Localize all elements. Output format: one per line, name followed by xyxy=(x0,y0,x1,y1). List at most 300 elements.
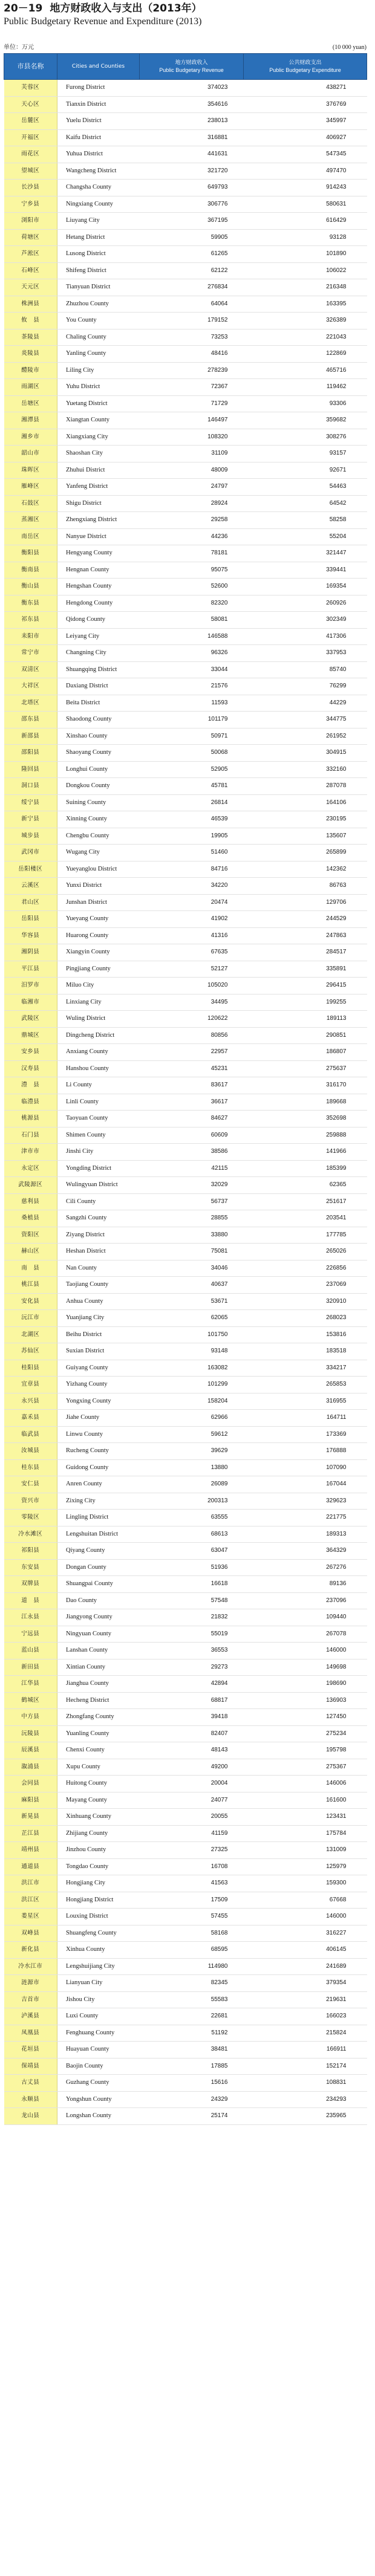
cell-revenue: 50971 xyxy=(140,728,244,745)
cell-expenditure: 89136 xyxy=(244,1576,367,1593)
cell-expenditure: 119462 xyxy=(244,379,367,396)
cell-revenue: 41902 xyxy=(140,911,244,928)
table-row xyxy=(4,1643,367,1659)
table-row xyxy=(4,1742,367,1759)
cell-name-cn: 冷水江市 xyxy=(4,1958,57,1975)
cell-name-en: Zhongfang County xyxy=(57,1709,140,1726)
cell-revenue: 55019 xyxy=(140,1626,244,1643)
cell-expenditure: 337953 xyxy=(244,645,367,662)
cell-revenue: 22957 xyxy=(140,1044,244,1061)
table-row xyxy=(4,811,367,828)
cell-expenditure: 251617 xyxy=(244,1193,367,1210)
cell-expenditure: 329623 xyxy=(244,1493,367,1510)
table-row xyxy=(4,163,367,180)
cell-name-en: Lengshuitan District xyxy=(57,1526,140,1543)
cell-name-en: Linxiang City xyxy=(57,994,140,1011)
cell-name-en: Heshan District xyxy=(57,1244,140,1260)
cell-revenue: 44236 xyxy=(140,528,244,545)
cell-revenue: 29258 xyxy=(140,512,244,529)
cell-revenue: 321720 xyxy=(140,163,244,180)
table-row xyxy=(4,562,367,579)
cell-revenue: 80856 xyxy=(140,1027,244,1044)
cell-name-cn: 桂阳县 xyxy=(4,1360,57,1377)
table-row xyxy=(4,96,367,113)
cell-name-cn: 道 县 xyxy=(4,1592,57,1609)
cell-name-cn: 茶陵县 xyxy=(4,329,57,346)
table-row xyxy=(4,761,367,778)
cell-name-cn: 湘阴县 xyxy=(4,944,57,961)
cell-name-en: Miluo City xyxy=(57,978,140,994)
cell-revenue: 21832 xyxy=(140,1609,244,1626)
cell-expenditure: 55204 xyxy=(244,528,367,545)
cell-name-en: Yuhua District xyxy=(57,146,140,163)
cell-expenditure: 166023 xyxy=(244,2008,367,2025)
cell-name-en: Beihu District xyxy=(57,1326,140,1343)
cell-expenditure: 173369 xyxy=(244,1426,367,1443)
table-row xyxy=(4,1676,367,1693)
cell-name-en: Cili County xyxy=(57,1193,140,1210)
table-row xyxy=(4,595,367,612)
table-title-cn xyxy=(4,1,371,16)
cell-name-en: Zhuzhou County xyxy=(57,296,140,313)
cell-name-en: Zhengxiang District xyxy=(57,512,140,529)
table-row xyxy=(4,2042,367,2059)
cell-name-cn: 临湘市 xyxy=(4,994,57,1011)
cell-name-en: Wangcheng District xyxy=(57,163,140,180)
cell-name-en: Taojiang County xyxy=(57,1277,140,1294)
cell-revenue: 15616 xyxy=(140,2075,244,2092)
cell-name-cn: 石鼓区 xyxy=(4,495,57,512)
cell-name-en: Yuelu District xyxy=(57,113,140,130)
table-row xyxy=(4,745,367,762)
cell-name-en: Shuangqing District xyxy=(57,661,140,678)
table-row xyxy=(4,329,367,346)
cell-expenditure: 364329 xyxy=(244,1543,367,1560)
cell-expenditure: 497470 xyxy=(244,163,367,180)
cell-name-en: Yongxing County xyxy=(57,1393,140,1410)
cell-name-en: Jiangyong County xyxy=(57,1609,140,1626)
cell-revenue: 51460 xyxy=(140,845,244,861)
cell-revenue: 39418 xyxy=(140,1709,244,1726)
cell-revenue: 101750 xyxy=(140,1326,244,1343)
cell-revenue: 17509 xyxy=(140,1892,244,1909)
cell-revenue: 59905 xyxy=(140,229,244,246)
table-row xyxy=(4,927,367,944)
table-row xyxy=(4,1410,367,1427)
table-row xyxy=(4,113,367,130)
cell-name-cn: 辰溪县 xyxy=(4,1742,57,1759)
cell-revenue: 93148 xyxy=(140,1343,244,1360)
table-row xyxy=(4,1459,367,1476)
cell-expenditure: 235965 xyxy=(244,2108,367,2125)
cell-expenditure: 167044 xyxy=(244,1476,367,1493)
table-row xyxy=(4,1875,367,1892)
table-row xyxy=(4,2025,367,2042)
table-row xyxy=(4,1543,367,1560)
cell-name-cn: 澧 县 xyxy=(4,1077,57,1094)
cell-expenditure: 261952 xyxy=(244,728,367,745)
cell-expenditure: 284517 xyxy=(244,944,367,961)
cell-expenditure: 215824 xyxy=(244,2025,367,2042)
table-row xyxy=(4,1310,367,1327)
cell-revenue: 33044 xyxy=(140,661,244,678)
cell-expenditure: 123431 xyxy=(244,1809,367,1826)
cell-name-cn: 耒阳市 xyxy=(4,628,57,645)
table-row xyxy=(4,1144,367,1161)
cell-name-cn: 桑植县 xyxy=(4,1210,57,1227)
cell-name-cn: 吉首市 xyxy=(4,1991,57,2008)
cell-expenditure: 198690 xyxy=(244,1676,367,1693)
cell-revenue: 36617 xyxy=(140,1094,244,1111)
cell-revenue: 101299 xyxy=(140,1377,244,1393)
table-row xyxy=(4,479,367,496)
cell-expenditure: 359682 xyxy=(244,412,367,429)
cell-revenue: 38586 xyxy=(140,1144,244,1161)
table-row xyxy=(4,1592,367,1609)
table-row xyxy=(4,1776,367,1792)
table-row xyxy=(4,1725,367,1742)
cell-name-cn: 浏阳市 xyxy=(4,213,57,230)
table-row xyxy=(4,1659,367,1676)
cell-name-en: Wugang City xyxy=(57,845,140,861)
cell-expenditure: 122869 xyxy=(244,346,367,363)
cell-name-en: Yizhang County xyxy=(57,1377,140,1393)
cell-expenditure: 334217 xyxy=(244,1360,367,1377)
cell-expenditure: 85740 xyxy=(244,661,367,678)
table-row xyxy=(4,1510,367,1526)
table-row xyxy=(4,828,367,845)
cell-name-cn: 洪江区 xyxy=(4,1892,57,1909)
cell-expenditure: 406927 xyxy=(244,129,367,146)
cell-name-en: Xupu County xyxy=(57,1759,140,1776)
cell-name-en: Anhua County xyxy=(57,1293,140,1310)
table-row xyxy=(4,2091,367,2108)
cell-name-en: Rucheng County xyxy=(57,1443,140,1460)
cell-revenue: 374023 xyxy=(140,80,244,97)
cell-expenditure: 247863 xyxy=(244,927,367,944)
table-row xyxy=(4,1692,367,1709)
table-row xyxy=(4,1493,367,1510)
cell-name-en: Nanyue District xyxy=(57,528,140,545)
cell-expenditure: 302349 xyxy=(244,612,367,629)
table-row xyxy=(4,1426,367,1443)
table-row xyxy=(4,495,367,512)
cell-revenue: 51192 xyxy=(140,2025,244,2042)
cell-revenue: 75081 xyxy=(140,1244,244,1260)
table-row xyxy=(4,1393,367,1410)
table-row xyxy=(4,1858,367,1875)
cell-name-en: Ningxiang County xyxy=(57,196,140,213)
cell-revenue: 28924 xyxy=(140,495,244,512)
table-row xyxy=(4,712,367,728)
table-row xyxy=(4,894,367,911)
cell-expenditure: 275637 xyxy=(244,1060,367,1077)
cell-revenue: 83617 xyxy=(140,1077,244,1094)
table-row xyxy=(4,1193,367,1210)
cell-revenue: 61265 xyxy=(140,246,244,263)
cell-name-en: Shifeng District xyxy=(57,262,140,279)
cell-revenue: 26814 xyxy=(140,794,244,811)
cell-name-en: Yunxi District xyxy=(57,878,140,895)
cell-name-cn: 桃源县 xyxy=(4,1111,57,1127)
table-row xyxy=(4,146,367,163)
table-row xyxy=(4,878,367,895)
cell-expenditure: 159300 xyxy=(244,1875,367,1892)
cell-name-cn: 保靖县 xyxy=(4,2058,57,2075)
cell-name-cn: 雁峰区 xyxy=(4,479,57,496)
cell-revenue: 63047 xyxy=(140,1543,244,1560)
cell-revenue: 62966 xyxy=(140,1410,244,1427)
cell-revenue: 68613 xyxy=(140,1526,244,1543)
cell-name-en: Hongjiang District xyxy=(57,1892,140,1909)
cell-revenue: 38481 xyxy=(140,2042,244,2059)
cell-revenue: 29273 xyxy=(140,1659,244,1676)
cell-revenue: 367195 xyxy=(140,213,244,230)
cell-name-cn: 安化县 xyxy=(4,1293,57,1310)
cell-name-en: Zixing City xyxy=(57,1493,140,1510)
table-row xyxy=(4,1244,367,1260)
table-row xyxy=(4,961,367,978)
cell-name-cn: 鹤城区 xyxy=(4,1692,57,1709)
cell-revenue: 42115 xyxy=(140,1160,244,1177)
cell-expenditure: 259888 xyxy=(244,1127,367,1144)
cell-name-en: Yueyanglou District xyxy=(57,861,140,878)
cell-name-cn: 苏仙区 xyxy=(4,1343,57,1360)
cell-revenue: 238013 xyxy=(140,113,244,130)
cell-expenditure: 230195 xyxy=(244,811,367,828)
cell-revenue: 20004 xyxy=(140,1776,244,1792)
cell-name-en: Yuetang District xyxy=(57,395,140,412)
cell-revenue: 72367 xyxy=(140,379,244,396)
cell-name-cn: 珠晖区 xyxy=(4,462,57,479)
cell-name-cn: 鼎城区 xyxy=(4,1027,57,1044)
table-row xyxy=(4,262,367,279)
cell-name-en: Hengdong County xyxy=(57,595,140,612)
cell-expenditure: 260926 xyxy=(244,595,367,612)
cell-name-cn: 邵阳县 xyxy=(4,745,57,762)
cell-name-cn: 古丈县 xyxy=(4,2075,57,2092)
cell-name-cn: 华容县 xyxy=(4,927,57,944)
cell-name-en: Chenxi County xyxy=(57,1742,140,1759)
table-row xyxy=(4,2058,367,2075)
cell-name-en: Dingcheng District xyxy=(57,1027,140,1044)
table-row xyxy=(4,296,367,313)
cell-expenditure: 321447 xyxy=(244,545,367,562)
cell-revenue: 34046 xyxy=(140,1260,244,1277)
cell-revenue: 158204 xyxy=(140,1393,244,1410)
cell-revenue: 67635 xyxy=(140,944,244,961)
header-revenue-en: Public Budgetary Revenue xyxy=(159,67,224,73)
cell-name-en: Tianxin District xyxy=(57,96,140,113)
cell-name-cn: 天元区 xyxy=(4,279,57,296)
table-row xyxy=(4,728,367,745)
title-cn-text: 地方财政收入与支出（2013年） xyxy=(50,2,202,15)
cell-revenue: 59612 xyxy=(140,1426,244,1443)
cell-expenditure: 185399 xyxy=(244,1160,367,1177)
cell-revenue: 276834 xyxy=(140,279,244,296)
cell-name-cn: 武冈市 xyxy=(4,845,57,861)
cell-revenue: 101179 xyxy=(140,712,244,728)
cell-name-en: Chaling County xyxy=(57,329,140,346)
cell-name-en: Dongkou County xyxy=(57,778,140,795)
cell-name-en: Yongding District xyxy=(57,1160,140,1177)
cell-name-en: Guiyang County xyxy=(57,1360,140,1377)
cell-expenditure: 267078 xyxy=(244,1626,367,1643)
cell-name-cn: 望城区 xyxy=(4,163,57,180)
cell-revenue: 48009 xyxy=(140,462,244,479)
header-revenue-cn: 地方财政收入 xyxy=(175,60,208,66)
cell-expenditure: 344775 xyxy=(244,712,367,728)
cell-expenditure: 177785 xyxy=(244,1227,367,1244)
cell-name-cn: 沅江市 xyxy=(4,1310,57,1327)
cell-name-cn: 溆浦县 xyxy=(4,1759,57,1776)
cell-expenditure: 189313 xyxy=(244,1526,367,1543)
cell-revenue: 146588 xyxy=(140,628,244,645)
cell-expenditure: 58258 xyxy=(244,512,367,529)
cell-expenditure: 93157 xyxy=(244,446,367,462)
cell-name-cn: 石峰区 xyxy=(4,262,57,279)
cell-name-cn: 醴陵市 xyxy=(4,362,57,379)
cell-name-en: Huayuan County xyxy=(57,2042,140,2059)
cell-expenditure: 131009 xyxy=(244,1842,367,1859)
cell-expenditure: 219631 xyxy=(244,1991,367,2008)
cell-name-en: Kaifu District xyxy=(57,129,140,146)
cell-name-cn: 大祥区 xyxy=(4,678,57,695)
cell-expenditure: 108831 xyxy=(244,2075,367,2092)
cell-expenditure: 135607 xyxy=(244,828,367,845)
cell-name-cn: 石门县 xyxy=(4,1127,57,1144)
cell-expenditure: 93306 xyxy=(244,395,367,412)
cell-name-en: Xiangxiang City xyxy=(57,429,140,446)
table-row xyxy=(4,1360,367,1377)
cell-expenditure: 406145 xyxy=(244,1942,367,1959)
table-row xyxy=(4,180,367,196)
cell-name-cn: 中方县 xyxy=(4,1709,57,1726)
cell-name-cn: 岳阳楼区 xyxy=(4,861,57,878)
cell-revenue: 48143 xyxy=(140,1742,244,1759)
cell-name-cn: 娄星区 xyxy=(4,1909,57,1926)
cell-expenditure: 376769 xyxy=(244,96,367,113)
cell-name-cn: 芷江县 xyxy=(4,1825,57,1842)
cell-name-en: Shaoshan City xyxy=(57,446,140,462)
table-row xyxy=(4,1975,367,1992)
cell-revenue: 27325 xyxy=(140,1842,244,1859)
cell-name-en: Yueyang County xyxy=(57,911,140,928)
cell-expenditure: 267276 xyxy=(244,1559,367,1576)
cell-name-cn: 城步县 xyxy=(4,828,57,845)
cell-name-en: Ziyang District xyxy=(57,1227,140,1244)
cell-expenditure: 93128 xyxy=(244,229,367,246)
table-row xyxy=(4,1326,367,1343)
cell-revenue: 13880 xyxy=(140,1459,244,1476)
cell-name-en: Shuangfeng County xyxy=(57,1925,140,1942)
cell-name-cn: 沅陵县 xyxy=(4,1725,57,1742)
cell-name-en: Xiangtan County xyxy=(57,412,140,429)
cell-name-cn: 麻阳县 xyxy=(4,1792,57,1809)
cell-name-cn: 荷塘区 xyxy=(4,229,57,246)
cell-name-cn: 开福区 xyxy=(4,129,57,146)
table-row xyxy=(4,545,367,562)
cell-name-en: Huarong County xyxy=(57,927,140,944)
table-row xyxy=(4,346,367,363)
cell-name-cn: 衡山县 xyxy=(4,579,57,595)
table-row xyxy=(4,1127,367,1144)
cell-name-en: Mayang County xyxy=(57,1792,140,1809)
cell-name-en: Jinshi City xyxy=(57,1144,140,1161)
table-row xyxy=(4,628,367,645)
cell-name-cn: 汝城县 xyxy=(4,1443,57,1460)
cell-name-en: Jinzhou County xyxy=(57,1842,140,1859)
cell-name-cn: 长沙县 xyxy=(4,180,57,196)
cell-name-en: Lianyuan City xyxy=(57,1975,140,1992)
cell-revenue: 39629 xyxy=(140,1443,244,1460)
cell-revenue: 354616 xyxy=(140,96,244,113)
cell-expenditure: 234293 xyxy=(244,2091,367,2108)
cell-name-cn: 常宁市 xyxy=(4,645,57,662)
cell-expenditure: 296415 xyxy=(244,978,367,994)
cell-revenue: 24077 xyxy=(140,1792,244,1809)
cell-expenditure: 352698 xyxy=(244,1111,367,1127)
cell-name-cn: 炎陵县 xyxy=(4,346,57,363)
cell-revenue: 649793 xyxy=(140,180,244,196)
table-row xyxy=(4,978,367,994)
cell-name-cn: 临澧县 xyxy=(4,1094,57,1111)
cell-expenditure: 164106 xyxy=(244,794,367,811)
table-row xyxy=(4,778,367,795)
table-row xyxy=(4,279,367,296)
cell-expenditure: 216348 xyxy=(244,279,367,296)
cell-expenditure: 547345 xyxy=(244,146,367,163)
cell-revenue: 52127 xyxy=(140,961,244,978)
cell-expenditure: 129706 xyxy=(244,894,367,911)
cell-name-en: Louxing District xyxy=(57,1909,140,1926)
cell-name-cn: 东安县 xyxy=(4,1559,57,1576)
cell-name-cn: 洪江市 xyxy=(4,1875,57,1892)
cell-name-en: Guidong County xyxy=(57,1459,140,1476)
cell-name-en: Xinhuang County xyxy=(57,1809,140,1826)
table-row xyxy=(4,1177,367,1194)
cell-revenue: 68817 xyxy=(140,1692,244,1709)
cell-revenue: 41563 xyxy=(140,1875,244,1892)
cell-name-en: Liuyang City xyxy=(57,213,140,230)
cell-name-cn: 新田县 xyxy=(4,1659,57,1676)
cell-name-en: Zhijiang County xyxy=(57,1825,140,1842)
cell-name-cn: 武陵源区 xyxy=(4,1177,57,1194)
cell-expenditure: 189113 xyxy=(244,1011,367,1028)
cell-name-en: Pingjiang County xyxy=(57,961,140,978)
cell-expenditure: 44229 xyxy=(244,695,367,712)
cell-name-en: Shimen County xyxy=(57,1127,140,1144)
cell-expenditure: 320910 xyxy=(244,1293,367,1310)
header-name-en: Cities and Counties xyxy=(57,54,140,80)
cell-expenditure: 142362 xyxy=(244,861,367,878)
table-row xyxy=(4,1709,367,1726)
cell-expenditure: 106022 xyxy=(244,262,367,279)
table-row xyxy=(4,462,367,479)
table-row xyxy=(4,1027,367,1044)
table-row xyxy=(4,1476,367,1493)
cell-name-cn: 岳麓区 xyxy=(4,113,57,130)
cell-expenditure: 275367 xyxy=(244,1759,367,1776)
header-name-cn: 市县名称 xyxy=(4,54,57,80)
cell-name-en: Leiyang City xyxy=(57,628,140,645)
cell-name-cn: 永兴县 xyxy=(4,1393,57,1410)
cell-revenue: 25174 xyxy=(140,2108,244,2125)
cell-revenue: 200313 xyxy=(140,1493,244,1510)
cell-name-cn: 临武县 xyxy=(4,1426,57,1443)
cell-name-en: Xiangyin County xyxy=(57,944,140,961)
cell-expenditure: 244529 xyxy=(244,911,367,928)
